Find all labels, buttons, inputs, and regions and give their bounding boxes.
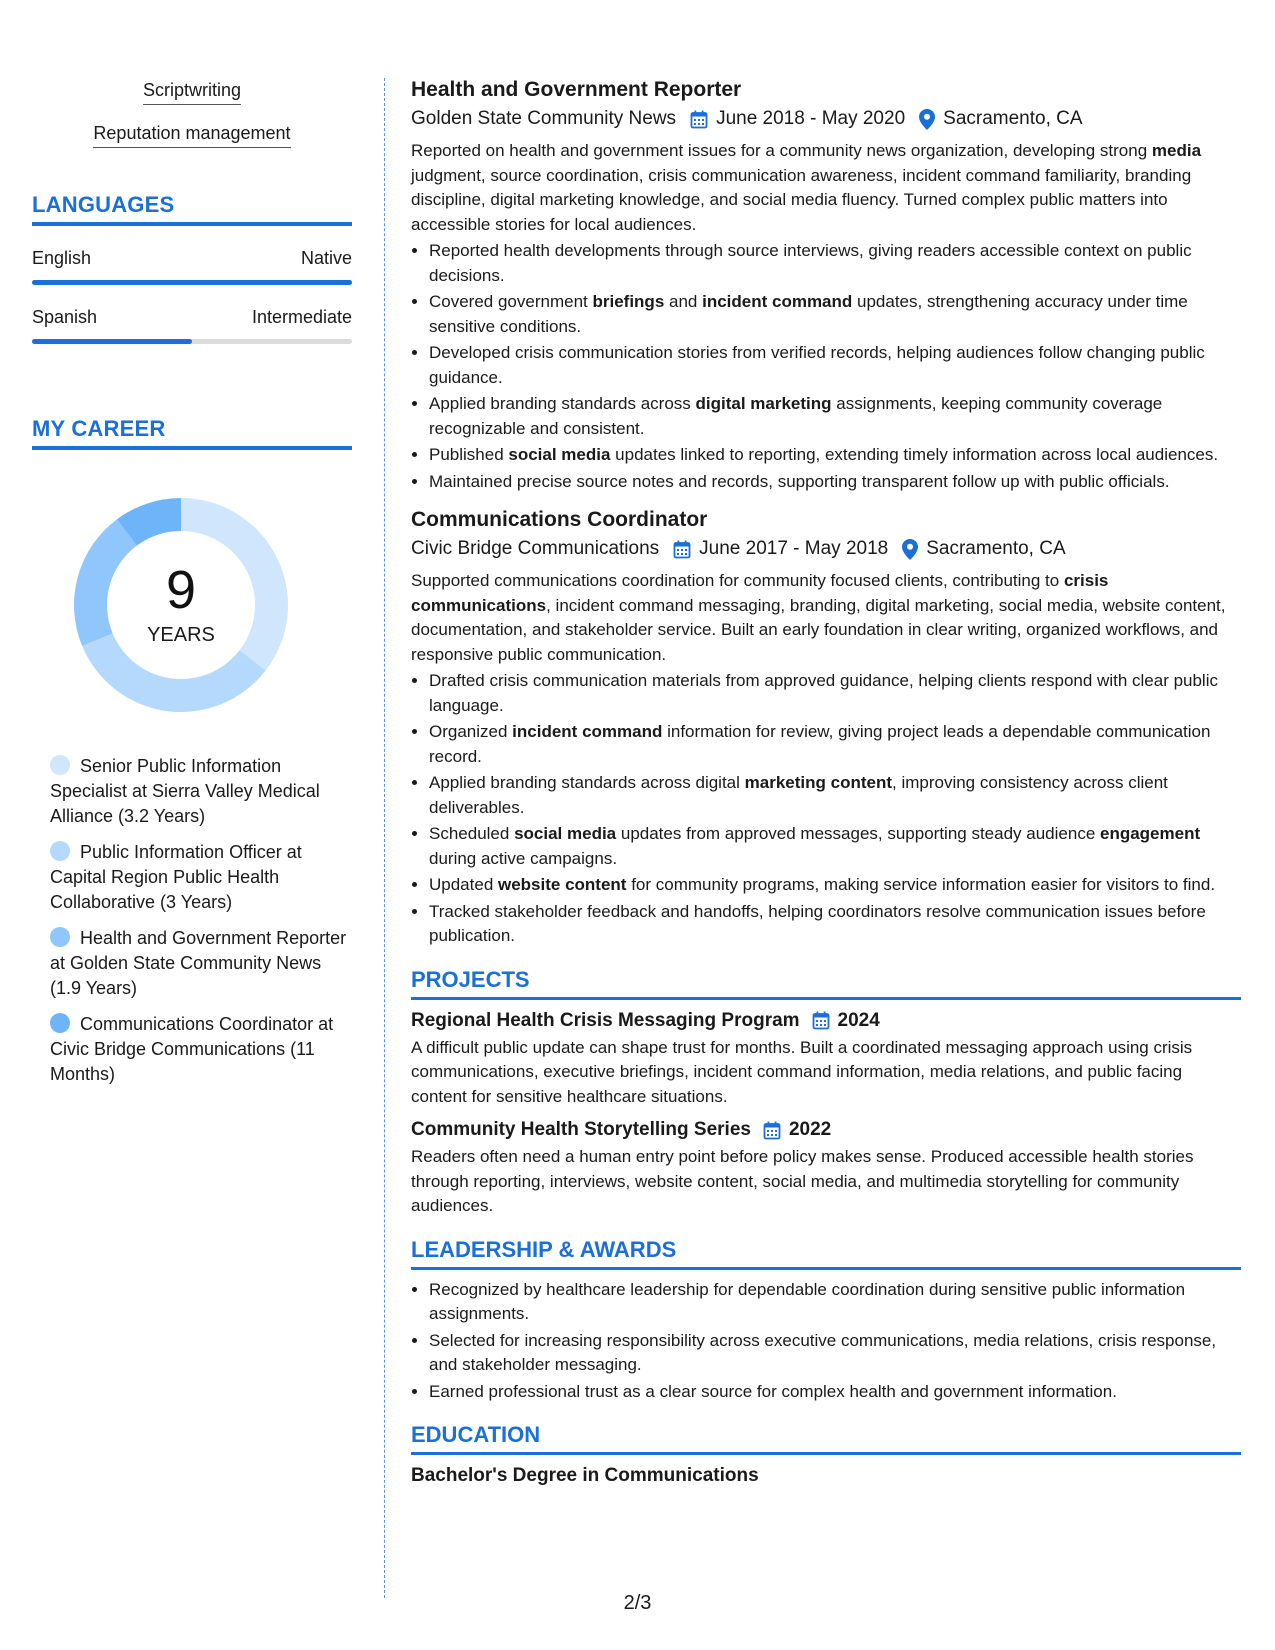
location-pin-icon [919, 109, 935, 130]
language-level: Native [300, 248, 352, 268]
job-entry [411, 508, 1241, 949]
job-title: Communications Coordinator [411, 508, 708, 531]
career-years-unit: YEARS [147, 624, 215, 646]
main-content [411, 78, 1241, 1487]
legend-label: Senior Public Information Specialist at Sierra Valley Medical Alliance (3.2 Years) [50, 756, 320, 826]
legend-dot [50, 841, 70, 861]
language-bar-fill [32, 339, 192, 344]
legend-label: Public Information Officer at Capital Region Public Health Collaborative (3 Years) [50, 842, 302, 912]
bullet-item: • Selected for increasing responsibility across executive communications, media relations, crisis response, and stakeholder messaging. [429, 1329, 1241, 1378]
legend-dot [50, 755, 70, 775]
projects-heading: PROJECTS [411, 967, 1241, 1000]
languages-heading: LANGUAGES [32, 192, 352, 226]
project-description: A difficult public update can shape trust for months. Built a coordinated messaging approach using crisis communications, executive briefings, incident command information, media relations, and public facing content for sensitive healthcare situations. [411, 1037, 1193, 1106]
language-level: Intermediate [251, 307, 352, 327]
job-bullets [411, 669, 1241, 949]
bullet-item: • Organized incident command information for review, giving project leads a dependable communication record. [429, 720, 1241, 769]
legend-dot [50, 1013, 70, 1033]
calendar-icon [812, 1011, 830, 1030]
career-legend-item [50, 1012, 352, 1087]
skill-item [32, 80, 352, 105]
job-summary: Supported communications coordination for community focused clients, contributing to crisis communications, incident command messaging, branding, digital marketing, social media, website content, documentation, and stakeholder service. Built an early foundation in clear writing, organized workflows, and responsive public communication. [411, 571, 1226, 664]
project-year: 2022 [788, 1119, 832, 1140]
job-meta [411, 538, 1241, 560]
career-legend-item [50, 754, 352, 829]
language-bar-fill [32, 280, 352, 285]
career-heading: MY CAREER [32, 416, 352, 450]
job-bullets [411, 239, 1241, 494]
legend-label: Communications Coordinator at Civic Bridge Communications (11 Months) [50, 1014, 334, 1084]
job-location: Sacramento, CA [926, 538, 1066, 559]
project-year: 2024 [837, 1009, 880, 1031]
job-meta [411, 108, 1241, 130]
bullet-item: • Reported health developments through source interviews, giving readers accessible context on public decisions. [429, 239, 1241, 288]
job-company: Civic Bridge Communications [411, 538, 660, 559]
bullet-item: • Maintained precise source notes and records, supporting transparent follow up with public officials. [429, 470, 1241, 495]
bullet-item: • Drafted crisis communication materials from approved guidance, helping clients respond with clear public language. [429, 669, 1241, 718]
project-title: Regional Health Crisis Messaging Program [411, 1009, 800, 1031]
job-company: Golden State Community News [411, 108, 677, 129]
calendar-icon [690, 110, 708, 129]
bullet-item: • Recognized by healthcare leadership for dependable coordination during sensitive public information assignments. [429, 1278, 1241, 1327]
bullet-item: • Developed crisis communication stories from verified records, helping audiences follow changing public guidance. [429, 341, 1241, 390]
column-divider [384, 78, 385, 1598]
sidebar [32, 80, 352, 1098]
skill-item [32, 123, 352, 148]
job-dates: June 2017 - May 2018 [699, 538, 889, 559]
bullet-item: • Earned professional trust as a clear source for complex health and government information. [429, 1380, 1241, 1405]
bullet-item: • Updated website content for community programs, making service information easier for visitors to find. [429, 873, 1241, 898]
career-years-total: 9 [165, 560, 197, 620]
project-description: Readers often need a human entry point before policy makes sense. Produced accessible health stories through reporting, interviews, website content, social media, and multimedia storytelling for community audiences. [411, 1147, 1194, 1215]
calendar-icon [763, 1121, 781, 1140]
page-number: 2/3 [623, 1592, 652, 1614]
career-legend-item [50, 926, 352, 1001]
project-title: Community Health Storytelling Series [411, 1119, 751, 1140]
job-entry [411, 78, 1241, 494]
career-legend-item [50, 840, 352, 915]
legend-label: Health and Government Reporter at Golden State Community News (1.9 Years) [50, 928, 347, 998]
bullet-item: • Applied branding standards across digital marketing assignments, keeping community coverage recognizable and consistent. [429, 392, 1241, 441]
job-dates: June 2018 - May 2020 [716, 108, 906, 129]
calendar-icon [673, 540, 691, 559]
project-entry [411, 1010, 1241, 1110]
bullet-item: • Applied branding standards across digital marketing content, improving consistency across client deliverables. [429, 771, 1241, 820]
location-pin-icon [902, 539, 918, 560]
bullet-item: • Published social media updates linked to reporting, extending timely information across local audiences. [429, 443, 1241, 468]
language-bar [32, 339, 352, 344]
job-summary: Reported on health and government issues for a community news organization, developing strong media judgment, source coordination, crisis communication awareness, incident command familiarity, branding discipline, digital marketing knowledge, and social media fluency. Turned complex public matters into accessible stories for local audiences. [411, 141, 1202, 234]
bullet-item: • Covered government briefings and incident command updates, strengthening accuracy under time sensitive conditions. [429, 290, 1241, 339]
education-degree: Bachelor's Degree in Communications [411, 1465, 759, 1486]
skill-label: Scriptwriting [143, 80, 241, 105]
education-heading: EDUCATION [411, 1422, 1241, 1455]
legend-dot [50, 927, 70, 947]
career-donut-chart [66, 490, 296, 720]
language-name: English [32, 248, 92, 268]
job-title: Health and Government Reporter [411, 78, 742, 101]
language-bar [32, 280, 352, 285]
career-legend [32, 754, 352, 1087]
job-location: Sacramento, CA [943, 108, 1083, 129]
project-title-row [411, 1119, 1241, 1141]
project-entry [411, 1119, 1241, 1219]
bullet-item: • Scheduled social media updates from approved messages, supporting steady audience engagement during active campaigns. [429, 822, 1241, 871]
leadership-heading: LEADERSHIP & AWARDS [411, 1237, 1241, 1270]
skill-label: Reputation management [93, 123, 290, 148]
bullet-item: • Tracked stakeholder feedback and handoffs, helping coordinators resolve communication issues before publication. [429, 900, 1241, 949]
language-name: Spanish [32, 307, 98, 327]
language-item [32, 307, 352, 344]
language-item [32, 248, 352, 285]
leadership-list [411, 1278, 1241, 1405]
project-title-row [411, 1010, 1241, 1032]
